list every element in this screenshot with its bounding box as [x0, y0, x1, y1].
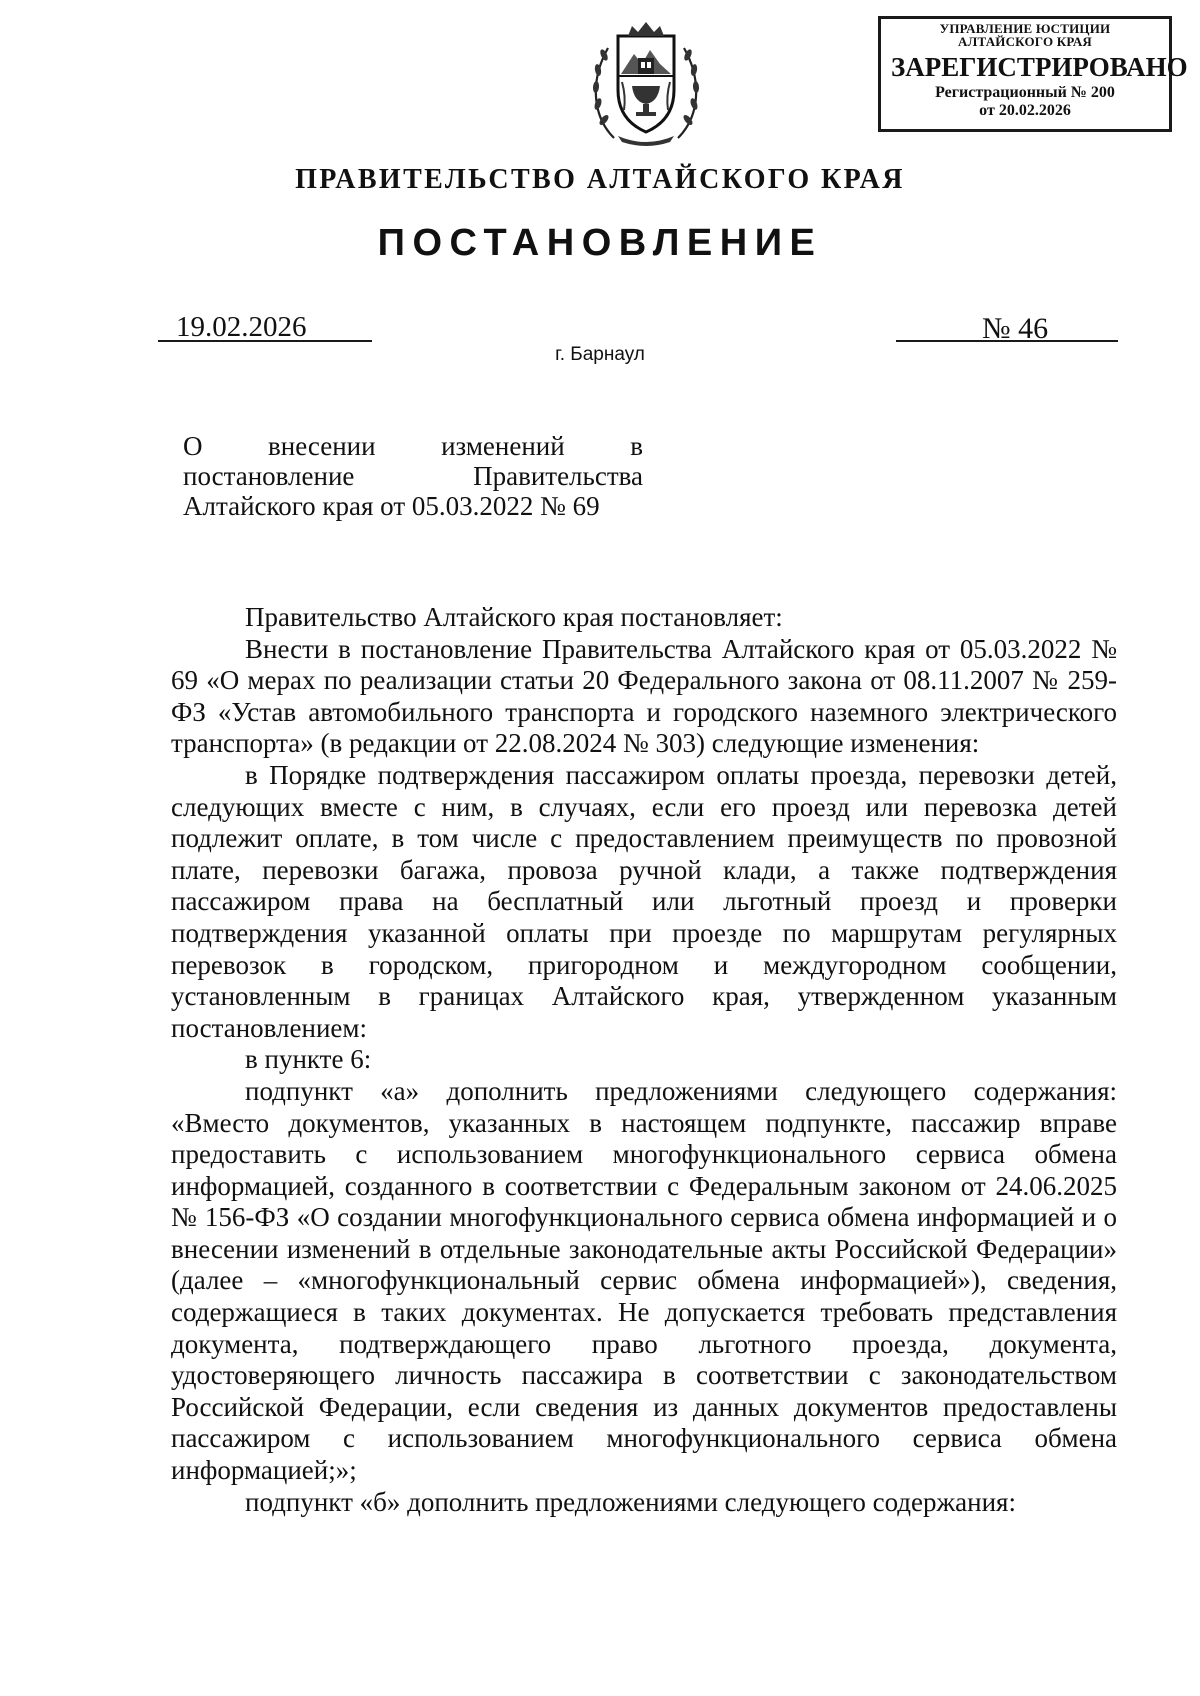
body-paragraph: в пункте 6: — [245, 1044, 372, 1075]
stamp-status: ЗАРЕГИСТРИРОВАНО — [891, 52, 1188, 82]
body-paragraph: подпункт «а» дополнить предложениями следующего содержания: «Вместо документов, указанных в настоящем подпункте, пассажир вправе предоставить с использованием многофункционального сервиса обмена информацией, созданного в соответствии с Федеральным законом от 24.06.2025 № 156-ФЗ «О создании многофункционального сервиса обмена информацией и о внесении изменений в отдельные законодательные акты Российской Федерации» (далее – «многофункциональный сервис обмена информацией»), сведения, содержащиеся в таких документах. Не допускается требовать представления документа, подтверждающего право льготного проезда, документа, удостоверяющего личность пассажира в соответствии с законодательством Российской Федерации, если сведения из данных документов предоставлены пассажиром с использованием многофункционального сервиса обмена информацией;»; — [171, 1075, 1117, 1486]
registration-stamp — [878, 16, 1188, 132]
date-underline — [158, 340, 372, 342]
body-paragraph: подпункт «б» дополнить предложениями следующего содержания: — [245, 1486, 1016, 1517]
stamp-organization-line2: АЛТАЙСКОГО КРАЯ — [958, 34, 1092, 49]
coat-of-arms-icon — [584, 20, 708, 148]
government-title: ПРАВИТЕЛЬСТВО АЛТАЙСКОГО КРАЯ — [295, 164, 905, 195]
document-city: г. Барнаул — [555, 344, 645, 365]
stamp-organization-line1: УПРАВЛЕНИЕ ЮСТИЦИИ — [939, 21, 1111, 36]
document-body — [171, 602, 1117, 1518]
stamp-reg-number: Регистрационный № 200 — [935, 84, 1115, 101]
number-underline — [896, 340, 1118, 342]
body-paragraph: Правительство Алтайского края постановляет: — [245, 602, 783, 632]
document-number: № 46 — [982, 312, 1049, 345]
stamp-reg-date: от 20.02.2026 — [979, 102, 1071, 119]
document-type: ПОСТАНОВЛЕНИЕ — [377, 222, 823, 264]
document-date: 19.02.2026 — [176, 311, 307, 343]
body-paragraph: в Порядке подтверждения пассажиром оплаты проезда, перевозки детей, следующих вместе с ним, в случаях, если его проезд или перевозка детей подлежит оплате, в том числе с предоставлением преимуществ по провозной плате, перевозки багажа, провоза ручной клади, а также подтверждения пассажиром права на бесплатный или льготный проезд и проверки подтверждения указанной оплаты при проезде по маршрутам регулярных перевозок в городском, пригородном и междугородном сообщении, установленным в границах Алтайского края, утвержденном указанным постановлением: — [171, 759, 1117, 1043]
document-subject: О внесении изменений в постановление Правительства Алтайского края от 05.03.2022 № 69 — [183, 431, 643, 521]
body-paragraph: Внести в постановление Правительства Алтайского края от 05.03.2022 № 69 «О мерах по реализации статьи 20 Федерального закона от 08.11.2007 № 259-ФЗ «Устав автомобильного транспорта и городского наземного электрического транспорта» (в редакции от 22.08.2024 № 303) следующие изменения: — [171, 633, 1117, 759]
